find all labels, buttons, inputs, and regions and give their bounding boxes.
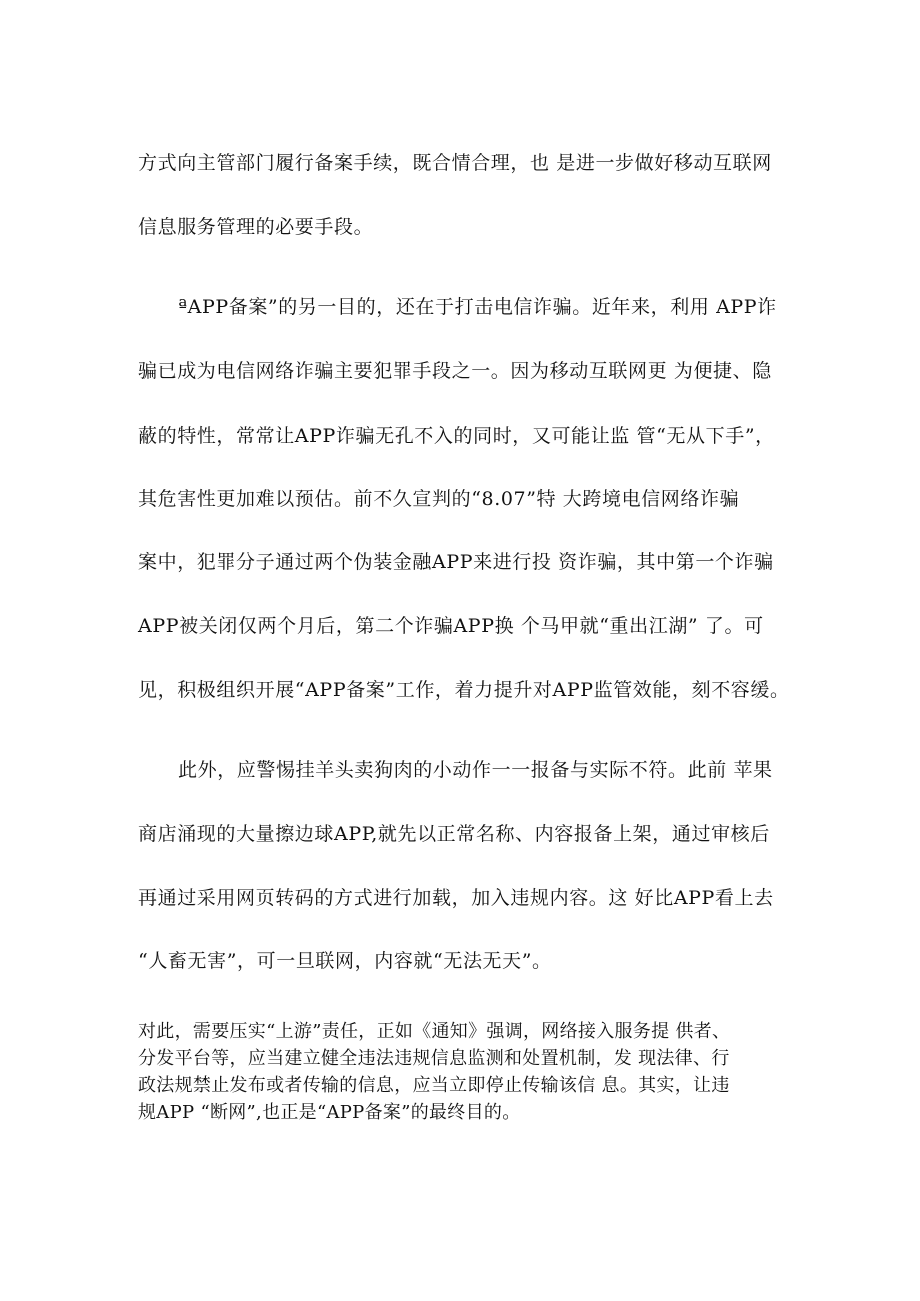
paragraph-2-line-2: 骗已成为电信网络诈骗主要犯罪手段之一。因为移动互联网更 为便捷、隐 xyxy=(138,360,772,382)
paragraph-3-line-4: “人畜无害”，可一旦联网，内容就“无法无天”。 xyxy=(138,950,552,972)
paragraph-2-line-3: 蔽的特性，常常让APP诈骗无孔不入的同时，又可能让监 管“无从下手”， xyxy=(138,425,775,447)
paragraph-3-line-3: 再通过采用网页转码的方式进行加载，加入违规内容。这 好比APP看上去 xyxy=(138,887,774,909)
paragraph-4-line-1: 对此，需要压实“上游”责任，正如《通知》强调，网络接入服务提 供者、 xyxy=(138,1021,731,1042)
paragraph-4-line-4: 规APP “断网”,也正是“APP备案”的最终目的。 xyxy=(138,1102,521,1123)
paragraph-4-line-2: 分发平台等，应当建立健全违法违规信息监测和处置机制，发 现法律、行 xyxy=(138,1048,730,1069)
paragraph-4-line-3: 政法规禁止发布或者传输的信息，应当立即停止传输该信 息。其实，让违 xyxy=(138,1075,730,1096)
paragraph-1-line-2: 信息服务管理的必要手段。 xyxy=(138,216,374,238)
paragraph-2-line-6: APP被关闭仅两个月后，第二个诈骗APP换 个马甲就“重出江湖” 了。可 xyxy=(138,615,764,637)
paragraph-3-line-1: 此外，应警惕挂羊头卖狗肉的小动作一一报备与实际不符。此前 苹果 xyxy=(178,759,773,781)
paragraph-2-line-7: 见，积极组织开展“APP备案”工作，着力提升对APP监管效能，刻不容缓。 xyxy=(138,679,790,701)
paragraph-2-line-1: ªAPP备案”的另一目的，还在于打击电信诈骗。近年来，利用 APP诈 xyxy=(178,296,777,318)
paragraph-2-line-4: 其危害性更加难以预估。前不久宣判的“8.07”特 大跨境电信网络诈骗 xyxy=(138,488,740,510)
paragraph-3-line-2: 商店涌现的大量擦边球APP,就先以正常名称、内容报备上架，通过审核后 xyxy=(138,823,770,845)
paragraph-1-line-1: 方式向主管部门履行备案手续，既合情合理，也 是进一步做好移动互联网 xyxy=(138,152,772,174)
paragraph-2-line-5: 案中，犯罪分子通过两个伪装金融APP来进行投 资诈骗，其中第一个诈骗 xyxy=(138,551,774,573)
